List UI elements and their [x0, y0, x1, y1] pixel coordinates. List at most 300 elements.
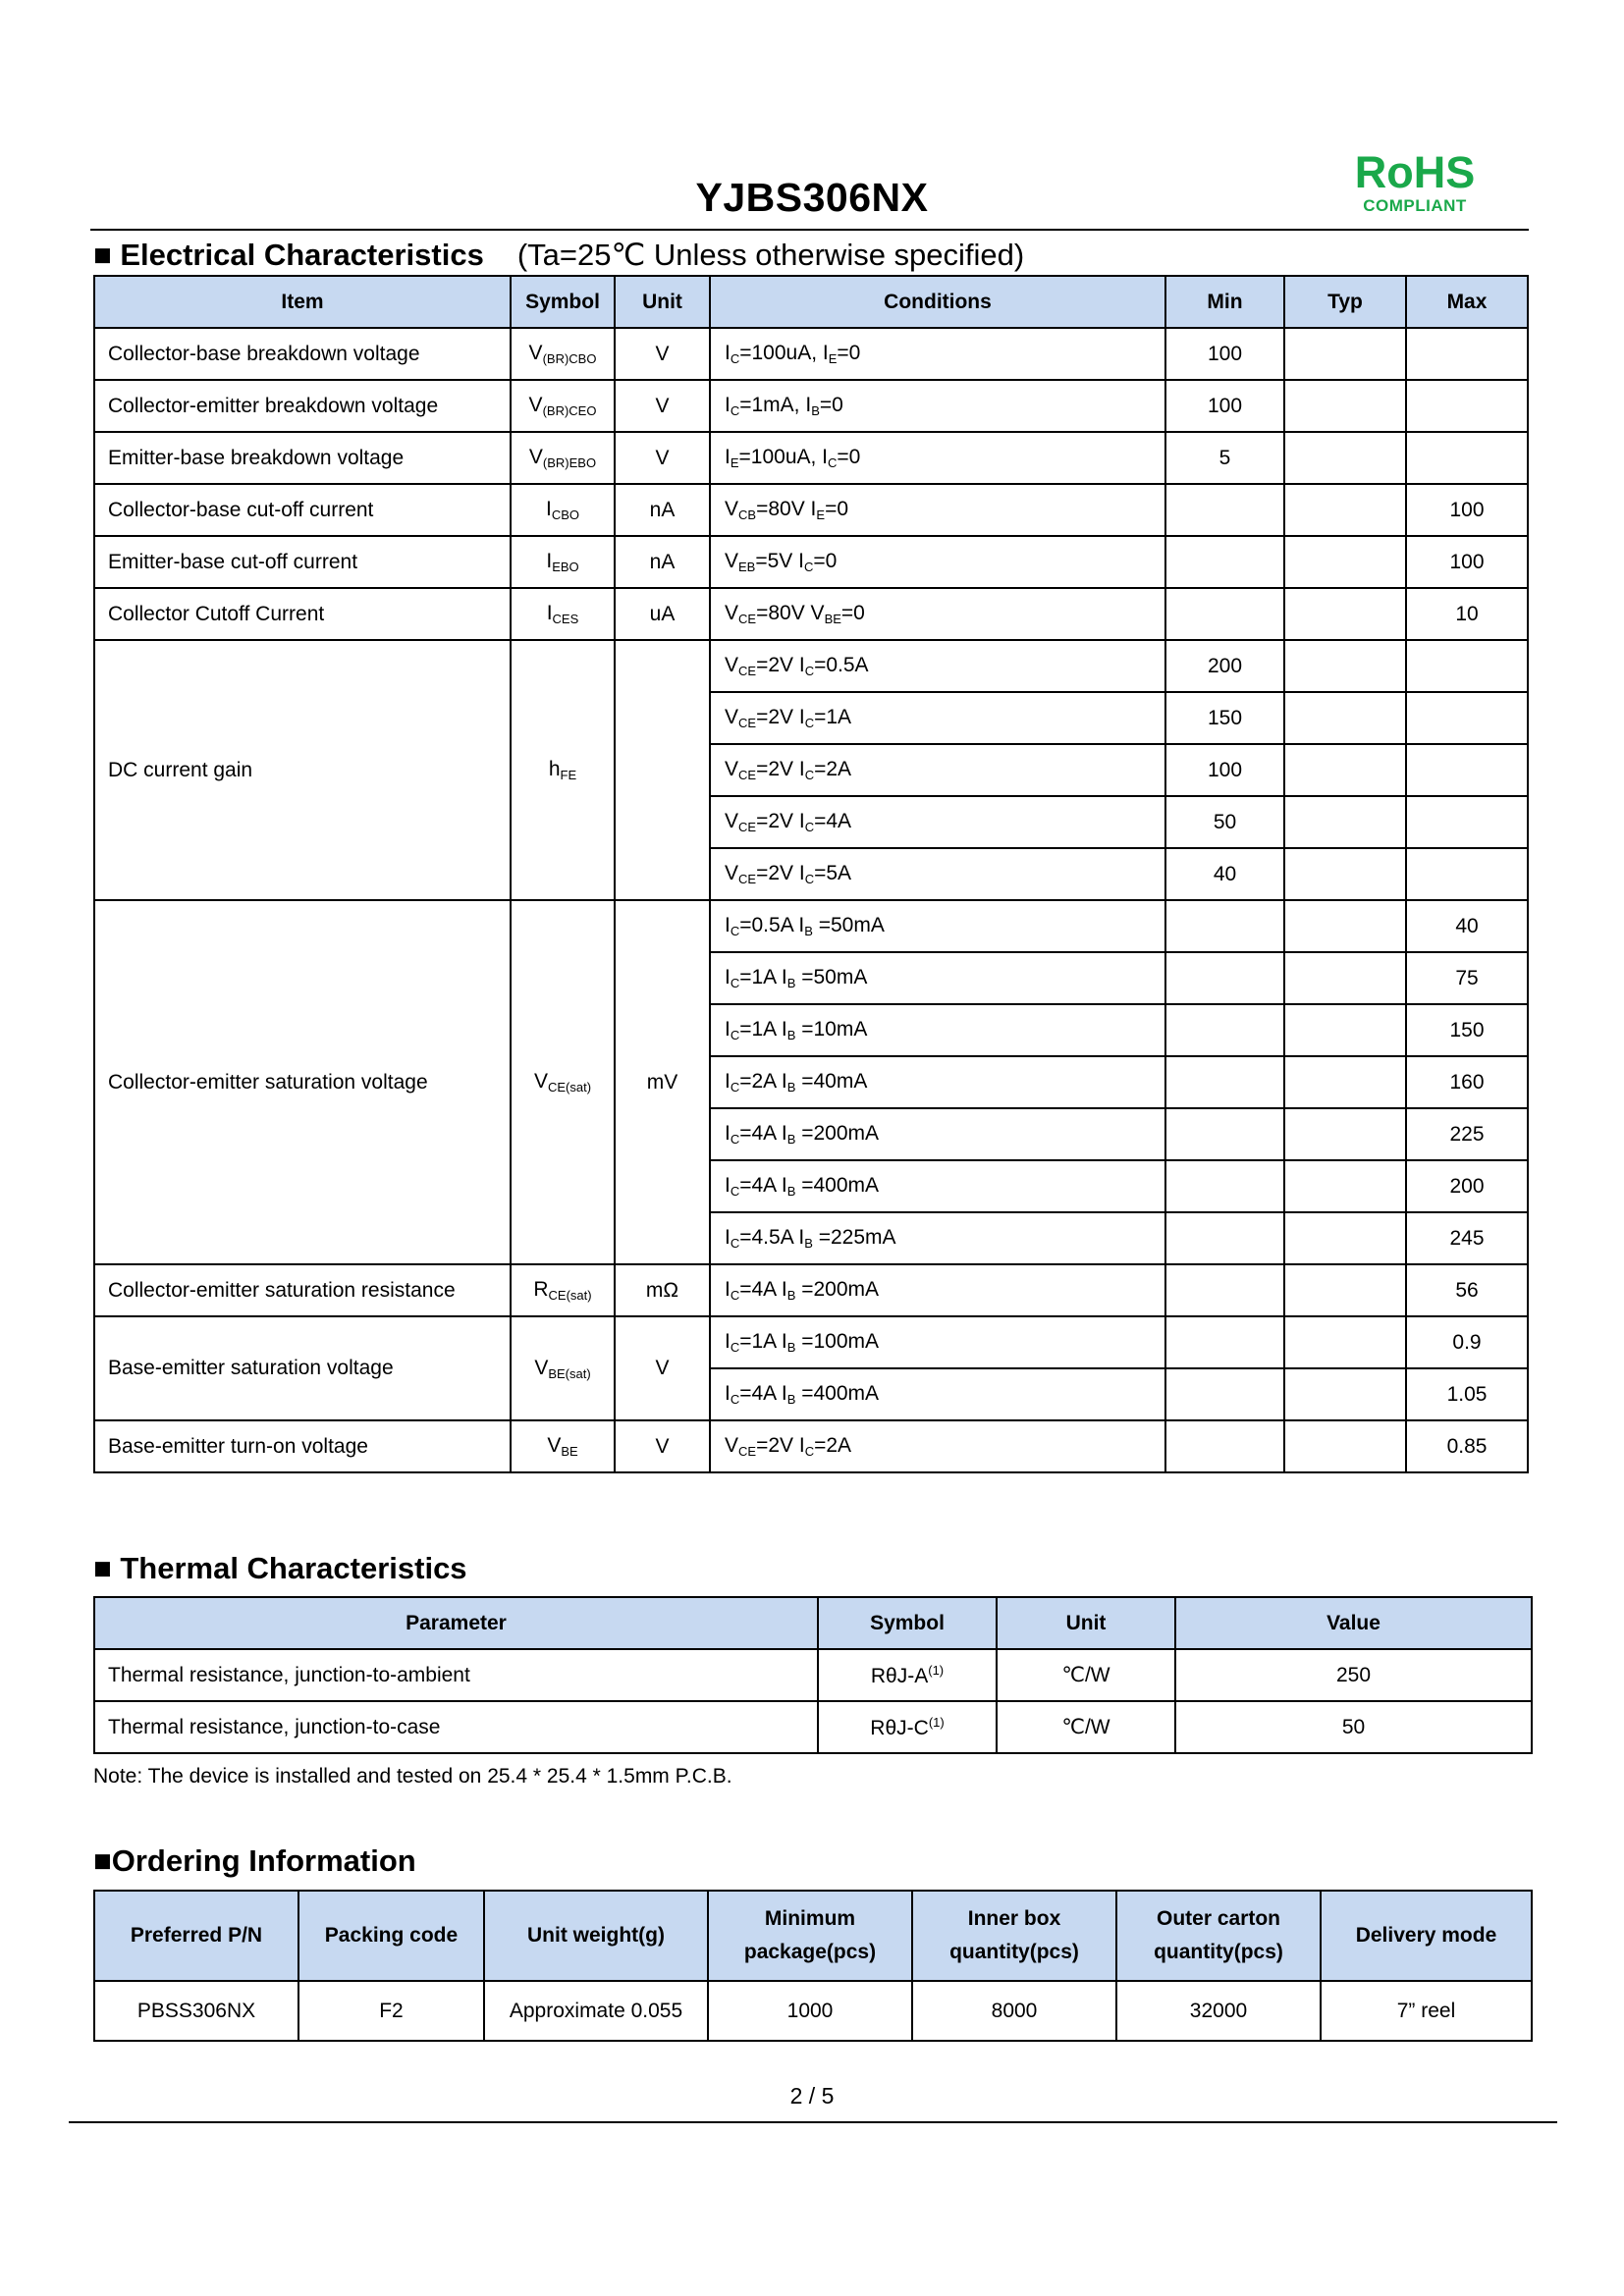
- condition-text: =2V I: [756, 706, 805, 728]
- page-number: 2 / 5: [789, 2083, 835, 2109]
- condition-text: =80V I: [756, 498, 817, 520]
- symbol-subscript: (BR)EBO: [542, 455, 597, 470]
- max-cell: 160: [1406, 1056, 1528, 1108]
- condition-subscript: C: [730, 1028, 740, 1042]
- condition-text: =2A: [814, 1434, 852, 1457]
- max-cell: [1406, 744, 1528, 796]
- condition-text: V: [725, 706, 739, 728]
- column-header-line: Outer carton: [1156, 1907, 1281, 1930]
- column-header-line: quantity(pcs): [949, 1941, 1079, 1963]
- ordering-cell: 8000: [912, 1981, 1116, 2041]
- symbol-cell: [511, 588, 615, 640]
- condition-text: =2V I: [756, 654, 805, 676]
- condition-subscript: B: [804, 1236, 813, 1251]
- condition-text: =2A: [814, 758, 852, 780]
- column-header: Unit: [615, 276, 710, 328]
- table-row: [94, 1649, 1532, 1701]
- symbol-main: V: [528, 446, 543, 468]
- column-header: [94, 1891, 298, 1981]
- condition-subscript: B: [811, 403, 820, 418]
- condition-cell: [710, 744, 1165, 796]
- max-cell: 225: [1406, 1108, 1528, 1160]
- min-cell: [1165, 588, 1284, 640]
- column-header: Conditions: [710, 276, 1165, 328]
- condition-subscript: BE: [824, 612, 841, 626]
- condition-subscript: C: [804, 768, 815, 782]
- column-header-line: Unit weight(g): [527, 1924, 665, 1947]
- max-cell: [1406, 692, 1528, 744]
- symbol-main: V: [533, 1070, 548, 1093]
- thermal-header-row: [94, 1597, 1532, 1649]
- condition-subscript: CE: [738, 768, 757, 782]
- min-cell: [1165, 1212, 1284, 1264]
- min-cell: [1165, 1316, 1284, 1368]
- column-header-line: Delivery mode: [1355, 1924, 1497, 1947]
- condition-subscript: B: [786, 1184, 796, 1199]
- column-header: Min: [1165, 276, 1284, 328]
- item-cell: Emitter-base breakdown voltage: [94, 432, 511, 484]
- column-header: Item: [94, 276, 511, 328]
- min-cell: [1165, 1160, 1284, 1212]
- symbol-subscript: CE(sat): [547, 1080, 592, 1095]
- min-cell: [1165, 1368, 1284, 1420]
- condition-subscript: C: [804, 872, 815, 886]
- table-row: [94, 1316, 1528, 1368]
- condition-text: I: [725, 1018, 731, 1041]
- condition-subscript: C: [730, 1080, 740, 1095]
- condition-text: =0: [825, 498, 849, 520]
- unit-cell: uA: [615, 588, 710, 640]
- parameter-cell: Thermal resistance, junction-to-ambient: [94, 1649, 818, 1701]
- condition-text: I: [725, 1174, 731, 1197]
- condition-text: V: [725, 498, 739, 520]
- condition-text: I: [725, 1330, 731, 1353]
- condition-subscript: B: [786, 1132, 796, 1147]
- unit-cell: V: [615, 1420, 710, 1472]
- column-header: Typ: [1284, 276, 1406, 328]
- condition-subscript: C: [803, 560, 814, 574]
- condition-text: =0: [819, 394, 843, 416]
- condition-subscript: C: [730, 1236, 740, 1251]
- symbol-subscript: CES: [552, 612, 579, 626]
- condition-subscript: E: [730, 455, 739, 470]
- typ-cell: [1284, 588, 1406, 640]
- column-header: Max: [1406, 276, 1528, 328]
- typ-cell: [1284, 1004, 1406, 1056]
- condition-text: I: [725, 914, 731, 936]
- condition-text: =400mA: [795, 1174, 880, 1197]
- condition-subscript: CE: [738, 1444, 757, 1459]
- max-cell: [1406, 796, 1528, 848]
- item-cell: Base-emitter turn-on voltage: [94, 1420, 511, 1472]
- symbol-main: h: [548, 758, 561, 780]
- min-cell: [1165, 484, 1284, 536]
- condition-cell: [710, 432, 1165, 484]
- min-cell: [1165, 1264, 1284, 1316]
- condition-text: V: [725, 862, 739, 884]
- condition-text: =4A: [814, 810, 852, 832]
- typ-cell: [1284, 1316, 1406, 1368]
- symbol-cell: [511, 432, 615, 484]
- condition-subscript: EB: [738, 560, 756, 574]
- min-cell: [1165, 1108, 1284, 1160]
- max-cell: [1406, 432, 1528, 484]
- condition-text: I: [725, 1070, 731, 1093]
- typ-cell: [1284, 536, 1406, 588]
- symbol-subscript: EBO: [552, 560, 579, 574]
- typ-cell: [1284, 1420, 1406, 1472]
- value-cell: 50: [1175, 1701, 1532, 1753]
- condition-text: =2A I: [739, 1070, 787, 1093]
- condition-cell: [710, 640, 1165, 692]
- condition-text: =0: [840, 602, 865, 624]
- symbol-subscript: BE: [561, 1444, 578, 1459]
- thermal-section-heading: ■ Thermal Characteristics: [93, 1551, 467, 1585]
- symbol-cell: [511, 640, 615, 900]
- item-cell: Collector Cutoff Current: [94, 588, 511, 640]
- condition-cell: [710, 848, 1165, 900]
- column-header: [298, 1891, 484, 1981]
- condition-cell: [710, 900, 1165, 952]
- condition-cell: [710, 588, 1165, 640]
- condition-text: V: [725, 550, 739, 572]
- condition-text: =100mA: [795, 1330, 880, 1353]
- table-row: [94, 328, 1528, 380]
- electrical-characteristics-table: [93, 275, 1529, 1473]
- symbol-subscript: (BR)CEO: [542, 403, 597, 418]
- condition-text: =4.5A I: [739, 1226, 805, 1249]
- condition-cell: [710, 1004, 1165, 1056]
- condition-subscript: C: [730, 1340, 740, 1355]
- header-divider: [90, 229, 1529, 231]
- item-cell: Collector-emitter saturation voltage: [94, 900, 511, 1264]
- min-cell: [1165, 952, 1284, 1004]
- condition-cell: [710, 1368, 1165, 1420]
- typ-cell: [1284, 380, 1406, 432]
- condition-text: I: [725, 394, 731, 416]
- column-header: [484, 1891, 708, 1981]
- thermal-note: Note: The device is installed and tested on 25.4 * 25.4 * 1.5mm P.C.B.: [93, 1765, 732, 1788]
- condition-subscript: C: [828, 455, 838, 470]
- typ-cell: [1284, 1108, 1406, 1160]
- condition-text: =0.5A: [814, 654, 869, 676]
- typ-cell: [1284, 1212, 1406, 1264]
- ordering-cell: 1000: [708, 1981, 912, 2041]
- table-row: [94, 588, 1528, 640]
- condition-subscript: CB: [738, 507, 757, 522]
- symbol-subscript: (BR)CBO: [542, 351, 597, 366]
- condition-subscript: C: [730, 1392, 740, 1407]
- condition-text: =0: [837, 446, 861, 468]
- column-header: Unit: [997, 1597, 1175, 1649]
- item-cell: Collector-emitter saturation resistance: [94, 1264, 511, 1316]
- table-row: [94, 484, 1528, 536]
- typ-cell: [1284, 1160, 1406, 1212]
- condition-text: V: [725, 602, 739, 624]
- column-header-line: Minimum: [764, 1907, 856, 1930]
- min-cell: 40: [1165, 848, 1284, 900]
- max-cell: 75: [1406, 952, 1528, 1004]
- condition-text: I: [725, 1278, 731, 1301]
- symbol-cell: [818, 1649, 997, 1701]
- condition-cell: [710, 1108, 1165, 1160]
- column-header-line: quantity(pcs): [1154, 1941, 1283, 1963]
- rohs-logo: [1353, 149, 1477, 216]
- ordering-cell: F2: [298, 1981, 484, 2041]
- symbol-cell: [818, 1701, 997, 1753]
- rohs-compliant-text: COMPLIANT: [1363, 196, 1467, 215]
- max-cell: 0.85: [1406, 1420, 1528, 1472]
- condition-text: =0: [813, 550, 838, 572]
- condition-subscript: CE: [738, 612, 757, 626]
- symbol-main: V: [528, 394, 543, 416]
- condition-text: =1A I: [739, 966, 787, 988]
- condition-text: =4A I: [739, 1122, 787, 1145]
- ordering-cell: 7” reel: [1321, 1981, 1532, 2041]
- min-cell: [1165, 900, 1284, 952]
- table-row: [94, 432, 1528, 484]
- unit-cell: mΩ: [615, 1264, 710, 1316]
- condition-subscript: B: [786, 976, 796, 990]
- symbol-cell: [511, 536, 615, 588]
- condition-text: I: [725, 342, 731, 364]
- column-header-line: Packing code: [324, 1924, 459, 1947]
- max-cell: [1406, 328, 1528, 380]
- ordering-header-row: [94, 1891, 1532, 1981]
- condition-subscript: B: [804, 924, 813, 938]
- unit-cell: nA: [615, 484, 710, 536]
- condition-subscript: C: [730, 924, 740, 938]
- unit-cell: V: [615, 1316, 710, 1420]
- condition-subscript: C: [804, 820, 815, 834]
- condition-cell: [710, 1160, 1165, 1212]
- symbol-subscript: BE(sat): [548, 1365, 591, 1381]
- typ-cell: [1284, 848, 1406, 900]
- symbol-subscript: CBO: [551, 507, 579, 522]
- min-cell: [1165, 1004, 1284, 1056]
- symbol-main: V: [528, 342, 543, 364]
- value-cell: 250: [1175, 1649, 1532, 1701]
- condition-subscript: B: [786, 1028, 796, 1042]
- condition-cell: [710, 328, 1165, 380]
- condition-text: =200mA: [795, 1278, 880, 1301]
- condition-text: I: [725, 1226, 731, 1249]
- column-header: [1321, 1891, 1532, 1981]
- condition-text: =200mA: [795, 1122, 880, 1145]
- symbol-cell: [511, 380, 615, 432]
- symbol-superscript: (1): [928, 1662, 945, 1678]
- unit-cell: ℃/W: [997, 1701, 1175, 1753]
- symbol-cell: [511, 1420, 615, 1472]
- symbol-superscript: (1): [928, 1714, 945, 1730]
- thermal-characteristics-table: [93, 1596, 1533, 1754]
- max-cell: 150: [1406, 1004, 1528, 1056]
- condition-text: V: [725, 1434, 739, 1457]
- max-cell: [1406, 380, 1528, 432]
- condition-subscript: CE: [738, 872, 757, 886]
- condition-cell: [710, 1212, 1165, 1264]
- symbol-subscript: CE(sat): [548, 1288, 592, 1303]
- column-header: [708, 1891, 912, 1981]
- condition-text: =5A: [814, 862, 852, 884]
- condition-text: V: [725, 758, 739, 780]
- condition-subscript: B: [786, 1288, 796, 1303]
- max-cell: [1406, 848, 1528, 900]
- symbol-cell: [511, 484, 615, 536]
- max-cell: 0.9: [1406, 1316, 1528, 1368]
- condition-cell: [710, 952, 1165, 1004]
- symbol-main: RθJ-C: [870, 1716, 929, 1739]
- condition-text: =5V I: [755, 550, 804, 572]
- rohs-text: RoHS: [1354, 147, 1476, 197]
- typ-cell: [1284, 952, 1406, 1004]
- symbol-cell: [511, 900, 615, 1264]
- min-cell: 100: [1165, 328, 1284, 380]
- condition-cell: [710, 796, 1165, 848]
- condition-cell: [710, 380, 1165, 432]
- unit-cell: V: [615, 328, 710, 380]
- condition-subscript: B: [786, 1392, 796, 1407]
- electrical-condition: (Ta=25℃ Unless otherwise specified): [516, 238, 1025, 272]
- ordering-cell: PBSS306NX: [94, 1981, 298, 2041]
- unit-cell: V: [615, 380, 710, 432]
- max-cell: 100: [1406, 484, 1528, 536]
- condition-cell: [710, 1264, 1165, 1316]
- condition-text: =2V I: [756, 1434, 805, 1457]
- condition-text: =1A: [814, 706, 852, 728]
- max-cell: 10: [1406, 588, 1528, 640]
- symbol-main: V: [547, 1434, 562, 1457]
- min-cell: 5: [1165, 432, 1284, 484]
- condition-cell: [710, 1056, 1165, 1108]
- item-cell: Collector-base breakdown voltage: [94, 328, 511, 380]
- condition-text: =2V I: [756, 758, 805, 780]
- condition-subscript: B: [786, 1340, 796, 1355]
- typ-cell: [1284, 692, 1406, 744]
- condition-subscript: E: [816, 507, 826, 522]
- condition-subscript: E: [828, 351, 838, 366]
- unit-cell: V: [615, 432, 710, 484]
- condition-text: =1A I: [739, 1330, 787, 1353]
- symbol-main: I: [546, 602, 553, 624]
- condition-text: =225mA: [812, 1226, 896, 1249]
- condition-cell: [710, 484, 1165, 536]
- condition-subscript: C: [730, 1132, 740, 1147]
- condition-text: =2V I: [756, 810, 805, 832]
- condition-text: I: [725, 1122, 731, 1145]
- max-cell: [1406, 640, 1528, 692]
- typ-cell: [1284, 900, 1406, 952]
- min-cell: 100: [1165, 744, 1284, 796]
- column-header-line: Inner box: [967, 1907, 1061, 1930]
- column-header: Symbol: [818, 1597, 997, 1649]
- electrical-section-heading: [93, 238, 1024, 273]
- item-cell: Collector-base cut-off current: [94, 484, 511, 536]
- typ-cell: [1284, 1056, 1406, 1108]
- ordering-information-table: [93, 1890, 1533, 2042]
- ordering-cell: Approximate 0.055: [484, 1981, 708, 2041]
- table-row: [94, 380, 1528, 432]
- table-row: [94, 900, 1528, 952]
- condition-subscript: C: [730, 976, 740, 990]
- condition-subscript: C: [730, 1288, 740, 1303]
- condition-cell: [710, 692, 1165, 744]
- typ-cell: [1284, 432, 1406, 484]
- condition-text: =2V I: [756, 862, 805, 884]
- electrical-heading-text: ■ Electrical Characteristics: [93, 238, 484, 272]
- condition-cell: [710, 536, 1165, 588]
- item-cell: Collector-emitter breakdown voltage: [94, 380, 511, 432]
- min-cell: 100: [1165, 380, 1284, 432]
- max-cell: 245: [1406, 1212, 1528, 1264]
- column-header: Value: [1175, 1597, 1532, 1649]
- max-cell: 100: [1406, 536, 1528, 588]
- condition-text: =100uA, I: [739, 342, 829, 364]
- condition-text: =1mA, I: [739, 394, 812, 416]
- min-cell: 150: [1165, 692, 1284, 744]
- ordering-cell: 32000: [1116, 1981, 1321, 2041]
- condition-text: =100uA, I: [738, 446, 829, 468]
- electrical-header-row: [94, 276, 1528, 328]
- column-header-line: package(pcs): [743, 1941, 877, 1963]
- table-row: [94, 1264, 1528, 1316]
- condition-subscript: CE: [738, 820, 757, 834]
- typ-cell: [1284, 1368, 1406, 1420]
- condition-subscript: C: [804, 664, 815, 678]
- condition-text: =50mA: [795, 966, 868, 988]
- condition-cell: [710, 1316, 1165, 1368]
- typ-cell: [1284, 640, 1406, 692]
- symbol-subscript: FE: [560, 768, 577, 782]
- condition-subscript: C: [804, 1444, 815, 1459]
- unit-cell: mV: [615, 900, 710, 1264]
- item-cell: Emitter-base cut-off current: [94, 536, 511, 588]
- condition-subscript: C: [730, 403, 740, 418]
- column-header: Parameter: [94, 1597, 818, 1649]
- max-cell: 56: [1406, 1264, 1528, 1316]
- symbol-main: V: [534, 1356, 549, 1379]
- symbol-main: R: [533, 1278, 549, 1301]
- parameter-cell: Thermal resistance, junction-to-case: [94, 1701, 818, 1753]
- table-row: [94, 1701, 1532, 1753]
- item-cell: DC current gain: [94, 640, 511, 900]
- footer-divider: [69, 2121, 1557, 2123]
- condition-subscript: C: [730, 351, 740, 366]
- symbol-main: I: [546, 550, 553, 572]
- table-row: [94, 640, 1528, 692]
- condition-text: I: [725, 966, 731, 988]
- condition-text: I: [725, 446, 731, 468]
- min-cell: [1165, 536, 1284, 588]
- max-cell: 200: [1406, 1160, 1528, 1212]
- condition-text: =50mA: [812, 914, 885, 936]
- condition-text: =4A I: [739, 1382, 787, 1405]
- condition-text: =40mA: [795, 1070, 868, 1093]
- unit-cell: ℃/W: [997, 1649, 1175, 1701]
- max-cell: 40: [1406, 900, 1528, 952]
- table-row: [94, 1420, 1528, 1472]
- condition-subscript: CE: [738, 664, 757, 678]
- symbol-main: I: [545, 498, 552, 520]
- typ-cell: [1284, 796, 1406, 848]
- condition-text: =4A I: [739, 1174, 787, 1197]
- min-cell: 50: [1165, 796, 1284, 848]
- ordering-section-heading: ■Ordering Information: [93, 1843, 416, 1878]
- condition-text: V: [725, 810, 739, 832]
- symbol-main: RθJ-A: [870, 1664, 929, 1687]
- column-header: Symbol: [511, 276, 615, 328]
- condition-subscript: B: [786, 1080, 796, 1095]
